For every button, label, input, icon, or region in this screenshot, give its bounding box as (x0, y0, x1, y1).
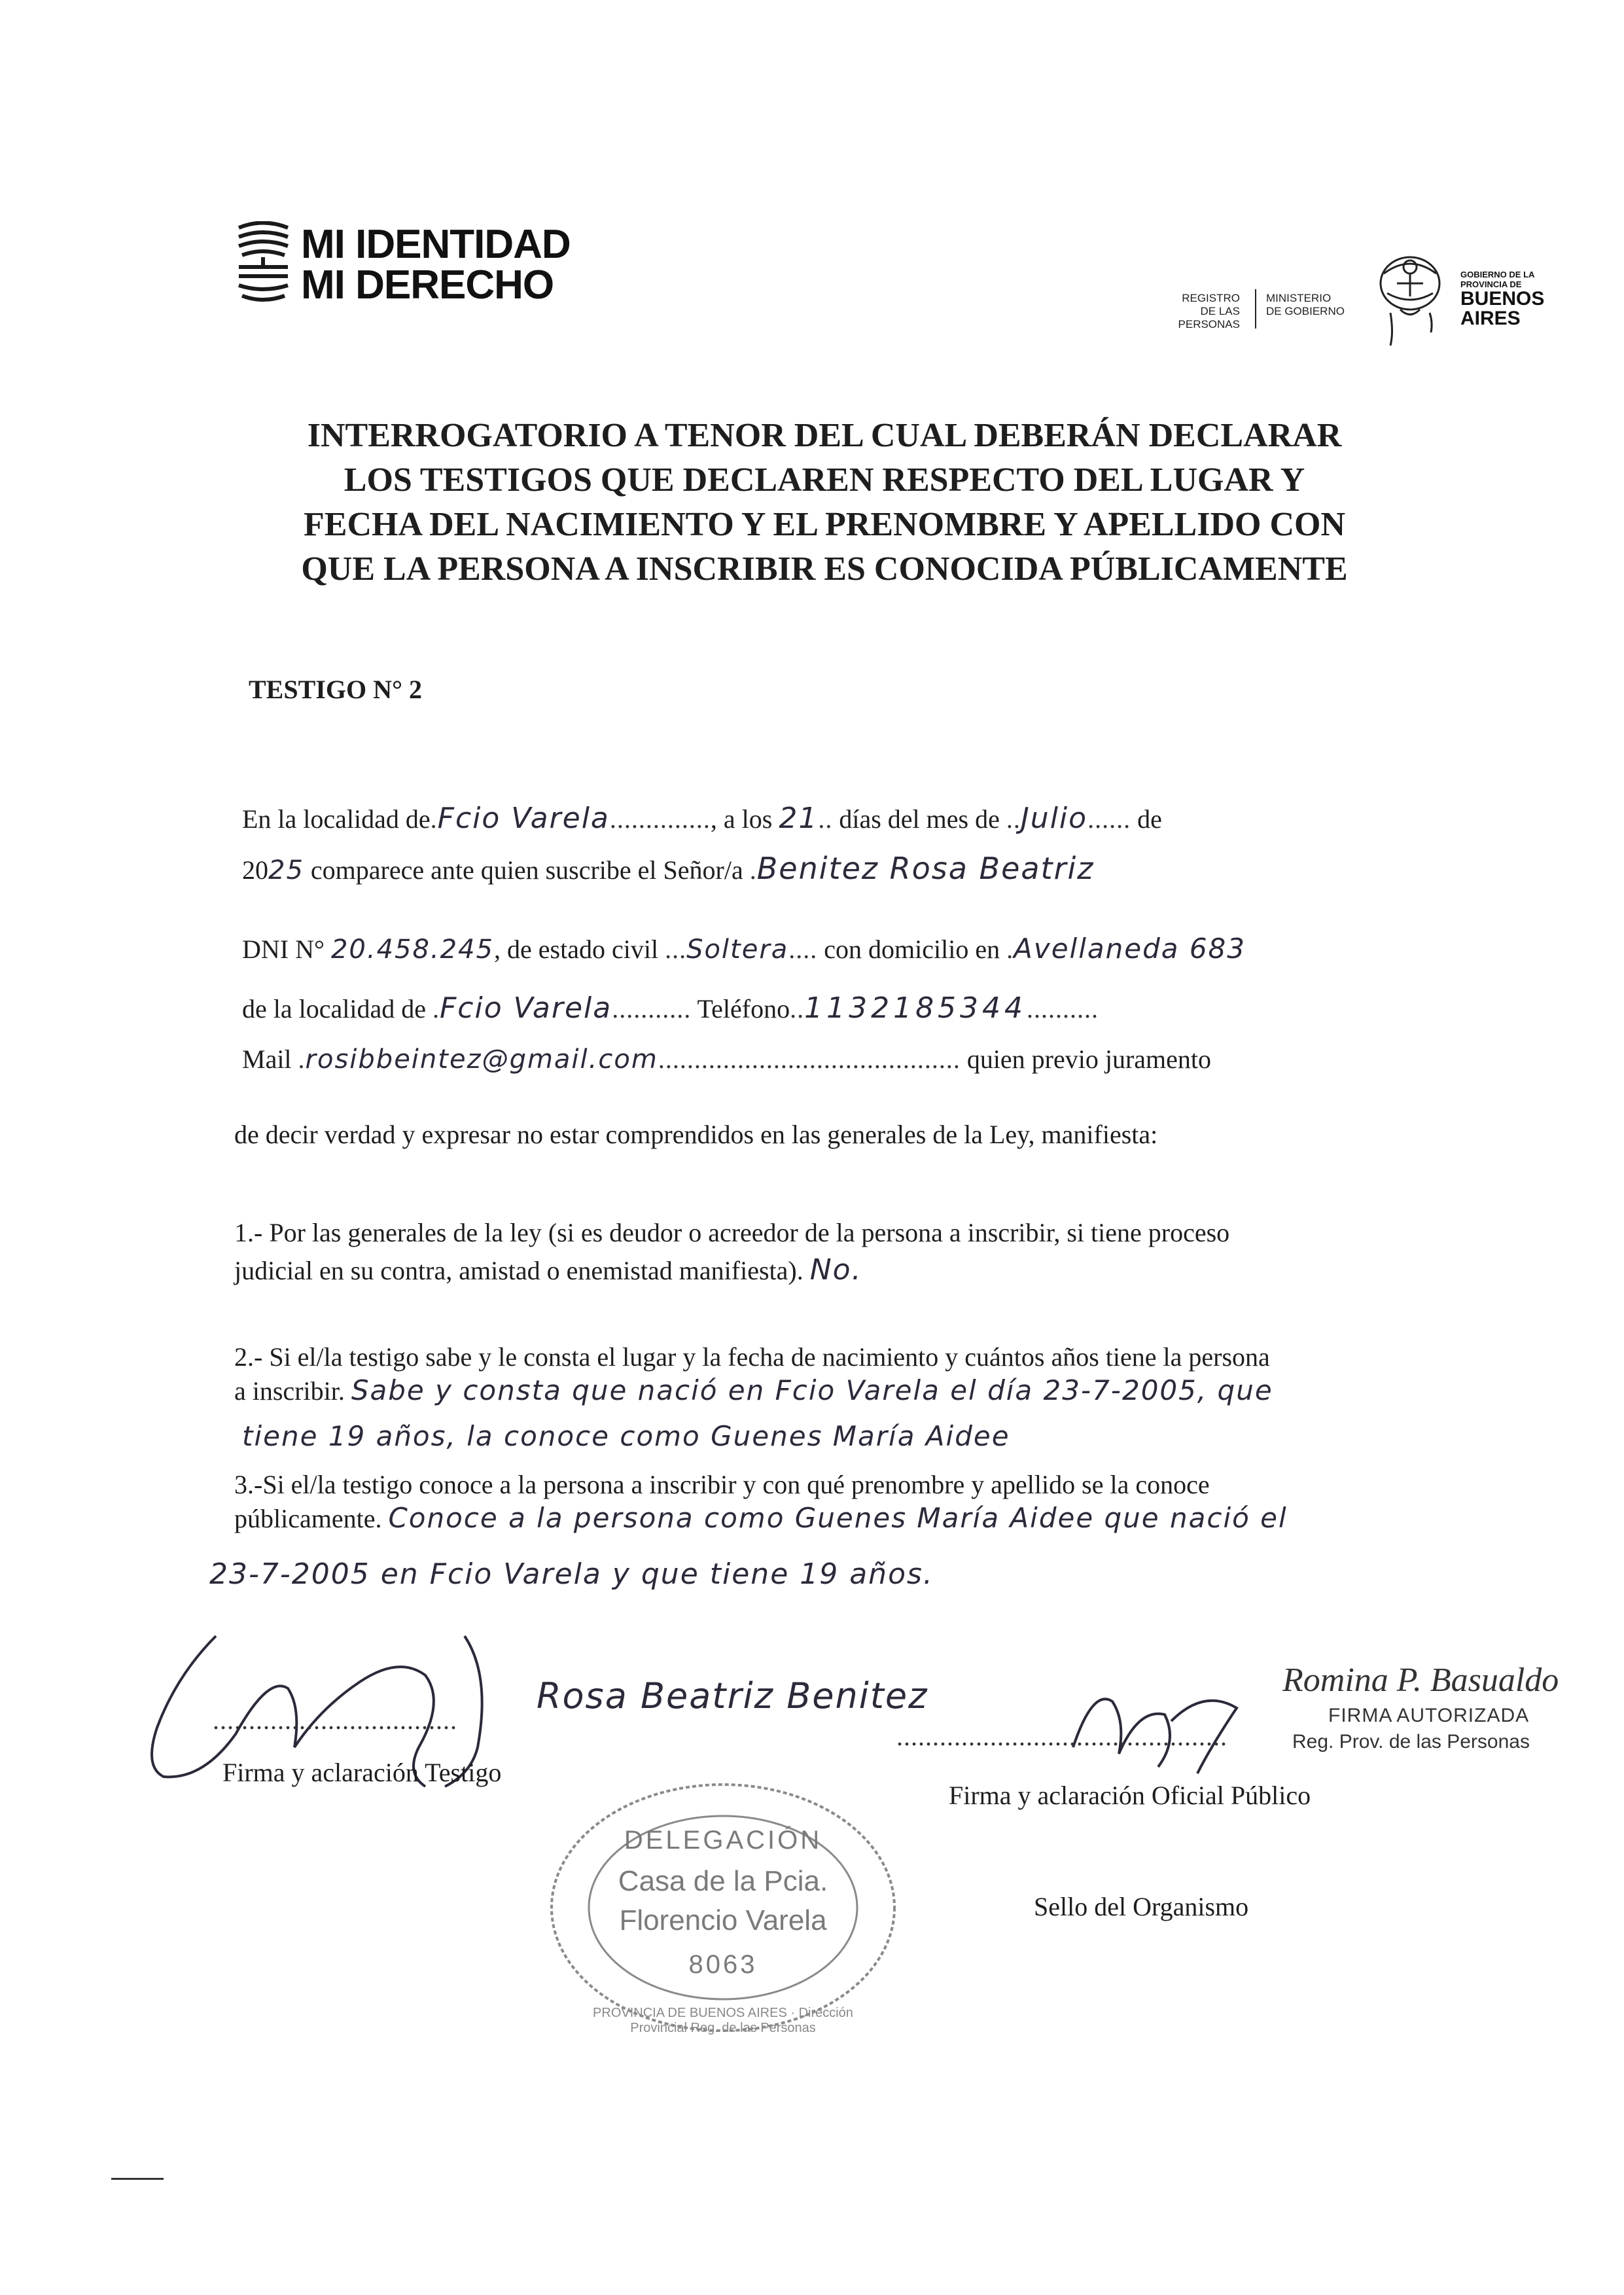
seal-ring-text: PROVINCIA DE BUENOS AIRES · Dirección Provincial Reg. de las Personas (593, 2006, 853, 2035)
a-los-label: , a los (710, 804, 773, 834)
ministerio-label (1266, 292, 1345, 318)
q1-answer[interactable]: No. (809, 1253, 862, 1287)
fingerprint-icon (232, 221, 294, 306)
mail-label: Mail (242, 1044, 292, 1074)
logo-line1: MI IDENTIDAD (301, 222, 571, 267)
gob-line3: BUENOS (1460, 288, 1545, 310)
sello-label: Sello del Organismo (1034, 1892, 1249, 1921)
telefono-value[interactable]: 1132185344 (804, 991, 1027, 1025)
gobierno-label (1460, 270, 1544, 329)
testigo-label: TESTIGO N° 2 (249, 675, 422, 704)
registro-line2: DE LAS PERSONAS (1178, 305, 1240, 330)
q3-line1: 3.-Si el/la testigo conoce a la persona a inscribir y con qué prenombre y apellido se la conoce (234, 1470, 1210, 1499)
title-line-3: FECHA DEL NACIMIENTO Y EL PRENOMBRE Y APELLIDO CON (304, 506, 1345, 543)
localidad2-value[interactable]: Fcio Varela (439, 991, 612, 1025)
logo-line2: MI DERECHO (301, 262, 554, 308)
mes-value[interactable]: Julio (1020, 802, 1088, 835)
q3-answer-line1[interactable]: Conoce a la persona como Guenes María Aidee que nació el (388, 1502, 1288, 1534)
q2-line2-text: a inscribir. (234, 1376, 345, 1406)
header-divider (1255, 289, 1256, 329)
oficial-signature-label: Firma y aclaración Oficial Público (949, 1781, 1311, 1810)
q3-answer-line2[interactable]: 23-7-2005 en Fcio Varela y que tiene 19 años. (209, 1557, 934, 1591)
estado-civil-value[interactable]: Soltera (686, 934, 789, 965)
form-line-decir-verdad: de decir verdad y expresar no estar comprendidos en las generales de la Ley, manifiesta: (234, 1120, 1158, 1149)
ministerio-line2: DE GOBIERNO (1266, 305, 1345, 317)
form-line-localidad2: de la localidad de .Fcio Varela........... Teléfono..1132185344.......... (242, 991, 1099, 1025)
estado-civil-label: , de estado civil (494, 934, 659, 964)
q3-line2-text: públicamente. (234, 1504, 382, 1533)
domicilio-value[interactable]: Avellaneda 683 (1014, 933, 1246, 965)
firma-autorizada-label: FIRMA AUTORIZADA (1328, 1705, 1530, 1726)
mail-value[interactable]: rosibbeintez@gmail.com (305, 1044, 658, 1075)
localidad-value[interactable]: Fcio Varela (437, 802, 610, 835)
title-line-1: INTERROGATORIO A TENOR DEL CUAL DEBERÁN DECLARAR (307, 417, 1342, 454)
ministerio-line1: MINISTERIO (1266, 292, 1332, 304)
year-prefix: 20 (242, 855, 268, 885)
q1-line1: 1.- Por las generales de la ley (si es deudor o acreedor de la persona a inscribir, si tiene proceso (234, 1218, 1230, 1247)
comparece-label: comparece ante quien suscribe el Señor/a (310, 855, 743, 885)
form-line-comparece: 2025 comparece ante quien suscribe el Señor/a .Benitez Rosa Beatriz (242, 851, 1095, 886)
logo-mi-identidad (232, 221, 586, 313)
q2-answer-line1[interactable]: Sabe y consta que nació en Fcio Varela el día 23-7-2005, que (351, 1374, 1273, 1406)
telefono-label: Teléfono (697, 994, 790, 1023)
form-line-mail: Mail .rosibbeintez@gmail.com.......................................... quien previo juramento (242, 1044, 1212, 1075)
q1-line2-text: judicial en su contra, amistad o enemistad manifiesta). (234, 1256, 803, 1285)
province-shield-icon (1371, 247, 1456, 352)
dias-value[interactable]: 21 (779, 802, 819, 835)
testigo-signature-name: Rosa Beatriz Benitez (537, 1675, 928, 1717)
gob-line1: GOBIERNO DE LA (1460, 270, 1535, 279)
dias-del-mes-label: días del mes de (839, 804, 1000, 834)
seal-line1: DELEGACIÓN (624, 1826, 822, 1855)
q2-answer-line2[interactable]: tiene 19 años, la conoce como Guenes María Aidee (242, 1420, 1010, 1452)
localidad2-prefix: de la localidad de (242, 994, 426, 1023)
de-label: de (1137, 804, 1162, 834)
juramento-label: quien previo juramento (966, 1044, 1212, 1074)
q2-line2 (234, 1374, 1273, 1406)
seal-line4: 8063 (688, 1950, 758, 1979)
nombre-value[interactable]: Benitez Rosa Beatriz (756, 851, 1095, 886)
q1-line2 (234, 1253, 862, 1287)
domicilio-label: con domicilio en (824, 934, 1000, 964)
oficial-signature-line: .............................................. (896, 1722, 1227, 1751)
testigo-signature-label: Firma y aclaración Testigo (222, 1758, 502, 1787)
dni-value[interactable]: 20.458.245 (330, 934, 495, 965)
oficial-stamp-name: Romina P. Basualdo (1282, 1662, 1559, 1699)
seal-line3: Florencio Varela (619, 1904, 827, 1936)
page-mark (111, 2178, 164, 2180)
title-line-4: QUE LA PERSONA A INSCRIBIR ES CONOCIDA PÚBLICAMENTE (301, 550, 1348, 588)
testigo-signature-line: .................................. (213, 1705, 457, 1735)
form-line-dni: DNI N° 20.458.245, de estado civil ...Soltera.... con domicilio en .Avellaneda 683 (242, 933, 1246, 965)
q2-line1: 2.- Si el/la testigo sabe y le consta el lugar y la fecha de nacimiento y cuántos años tiene la persona (234, 1342, 1270, 1372)
gob-line2: PROVINCIA DE (1460, 279, 1522, 289)
form-line-localidad: En la localidad de.Fcio Varela.............., a los 21.. días del mes de ..Julio...... de (242, 802, 1162, 835)
localidad-prefix: En la localidad de (242, 804, 431, 834)
reg-prov-label: Reg. Prov. de las Personas (1292, 1731, 1530, 1752)
q3-line2 (234, 1502, 1288, 1534)
document-title (242, 414, 1407, 592)
dni-label: DNI N° (242, 934, 325, 964)
official-seal (546, 1780, 900, 2035)
title-line-2: LOS TESTIGOS QUE DECLAREN RESPECTO DEL LUGAR Y (344, 461, 1305, 499)
gob-line4: AIRES (1460, 308, 1521, 329)
seal-line2: Casa de la Pcia. (618, 1865, 828, 1897)
year-value[interactable]: 25 (268, 855, 304, 885)
registro-line1: REGISTRO (1182, 292, 1240, 304)
oficial-signature-scribble (1047, 1649, 1256, 1780)
registro-label (1142, 292, 1240, 331)
